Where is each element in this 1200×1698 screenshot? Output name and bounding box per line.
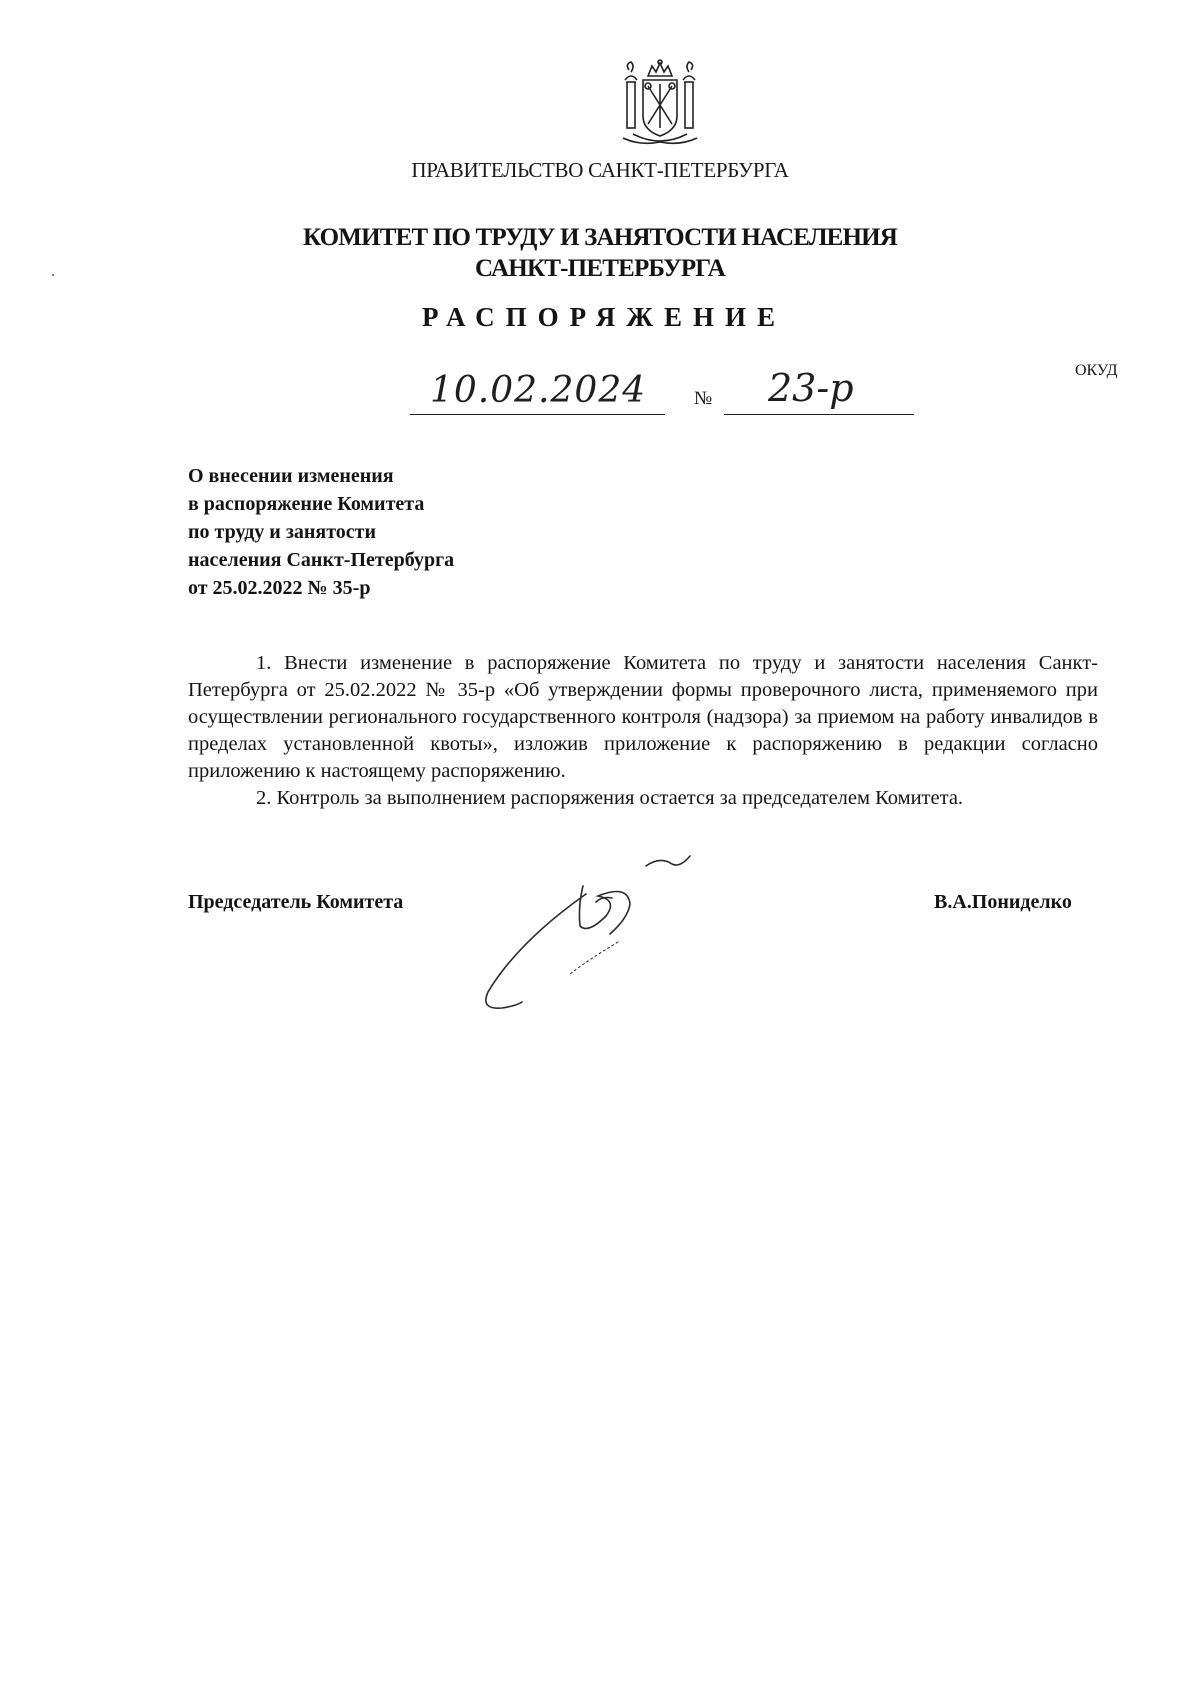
subject-line: О внесении изменения (188, 465, 394, 487)
committee-line-2: САНКТ-ПЕТЕРБУРГА (475, 255, 725, 282)
handwritten-number: 23-р (768, 366, 854, 410)
handwritten-date: 10.02.2024 (430, 370, 647, 411)
number-underline (724, 414, 914, 415)
subject-line: от 25.02.2022 № 35-р (188, 577, 371, 599)
committee-line-1: КОМИТЕТ ПО ТРУДУ И ЗАНЯТОСТИ НАСЕЛЕНИЯ (302, 224, 898, 251)
coat-of-arms-icon (615, 58, 705, 150)
paragraph-1: 1. Внести изменение в распоряжение Комитета по труду и занятости населения Санкт-Петербурга от 25.02.2022 № 35-р «Об утверждении формы проверочного листа, применяемого при осуществлении регионального государственного контроля (надзора) за приемом на работу инвалидов в пределах установленной квоты», изложив приложение к распоряжению в редакции согласно приложению к настоящему распоряжению. (188, 652, 1098, 782)
government-title: ПРАВИТЕЛЬСТВО САНКТ-ПЕТЕРБУРГА (411, 158, 789, 182)
paragraph-2: 2. Контроль за выполнением распоряжения остается за председателем Комитета. (256, 787, 964, 809)
number-label: № (694, 388, 713, 409)
committee-name (0, 222, 1200, 284)
date-underline (410, 414, 665, 415)
subject-line: населения Санкт-Петербурга (188, 549, 455, 571)
document-type: РАСПОРЯЖЕНИЕ (421, 302, 787, 332)
document-body (188, 650, 1098, 812)
subject-line: в распоряжение Комитета (188, 493, 425, 515)
signatory-name: В.А.Пониделко (934, 891, 1072, 913)
subject-line: по труду и занятости (188, 521, 376, 543)
okud-label: ОКУД (1075, 362, 1118, 379)
handwritten-signature (478, 842, 738, 1022)
signatory-position: Председатель Комитета (188, 891, 404, 913)
document-subject (188, 462, 548, 602)
